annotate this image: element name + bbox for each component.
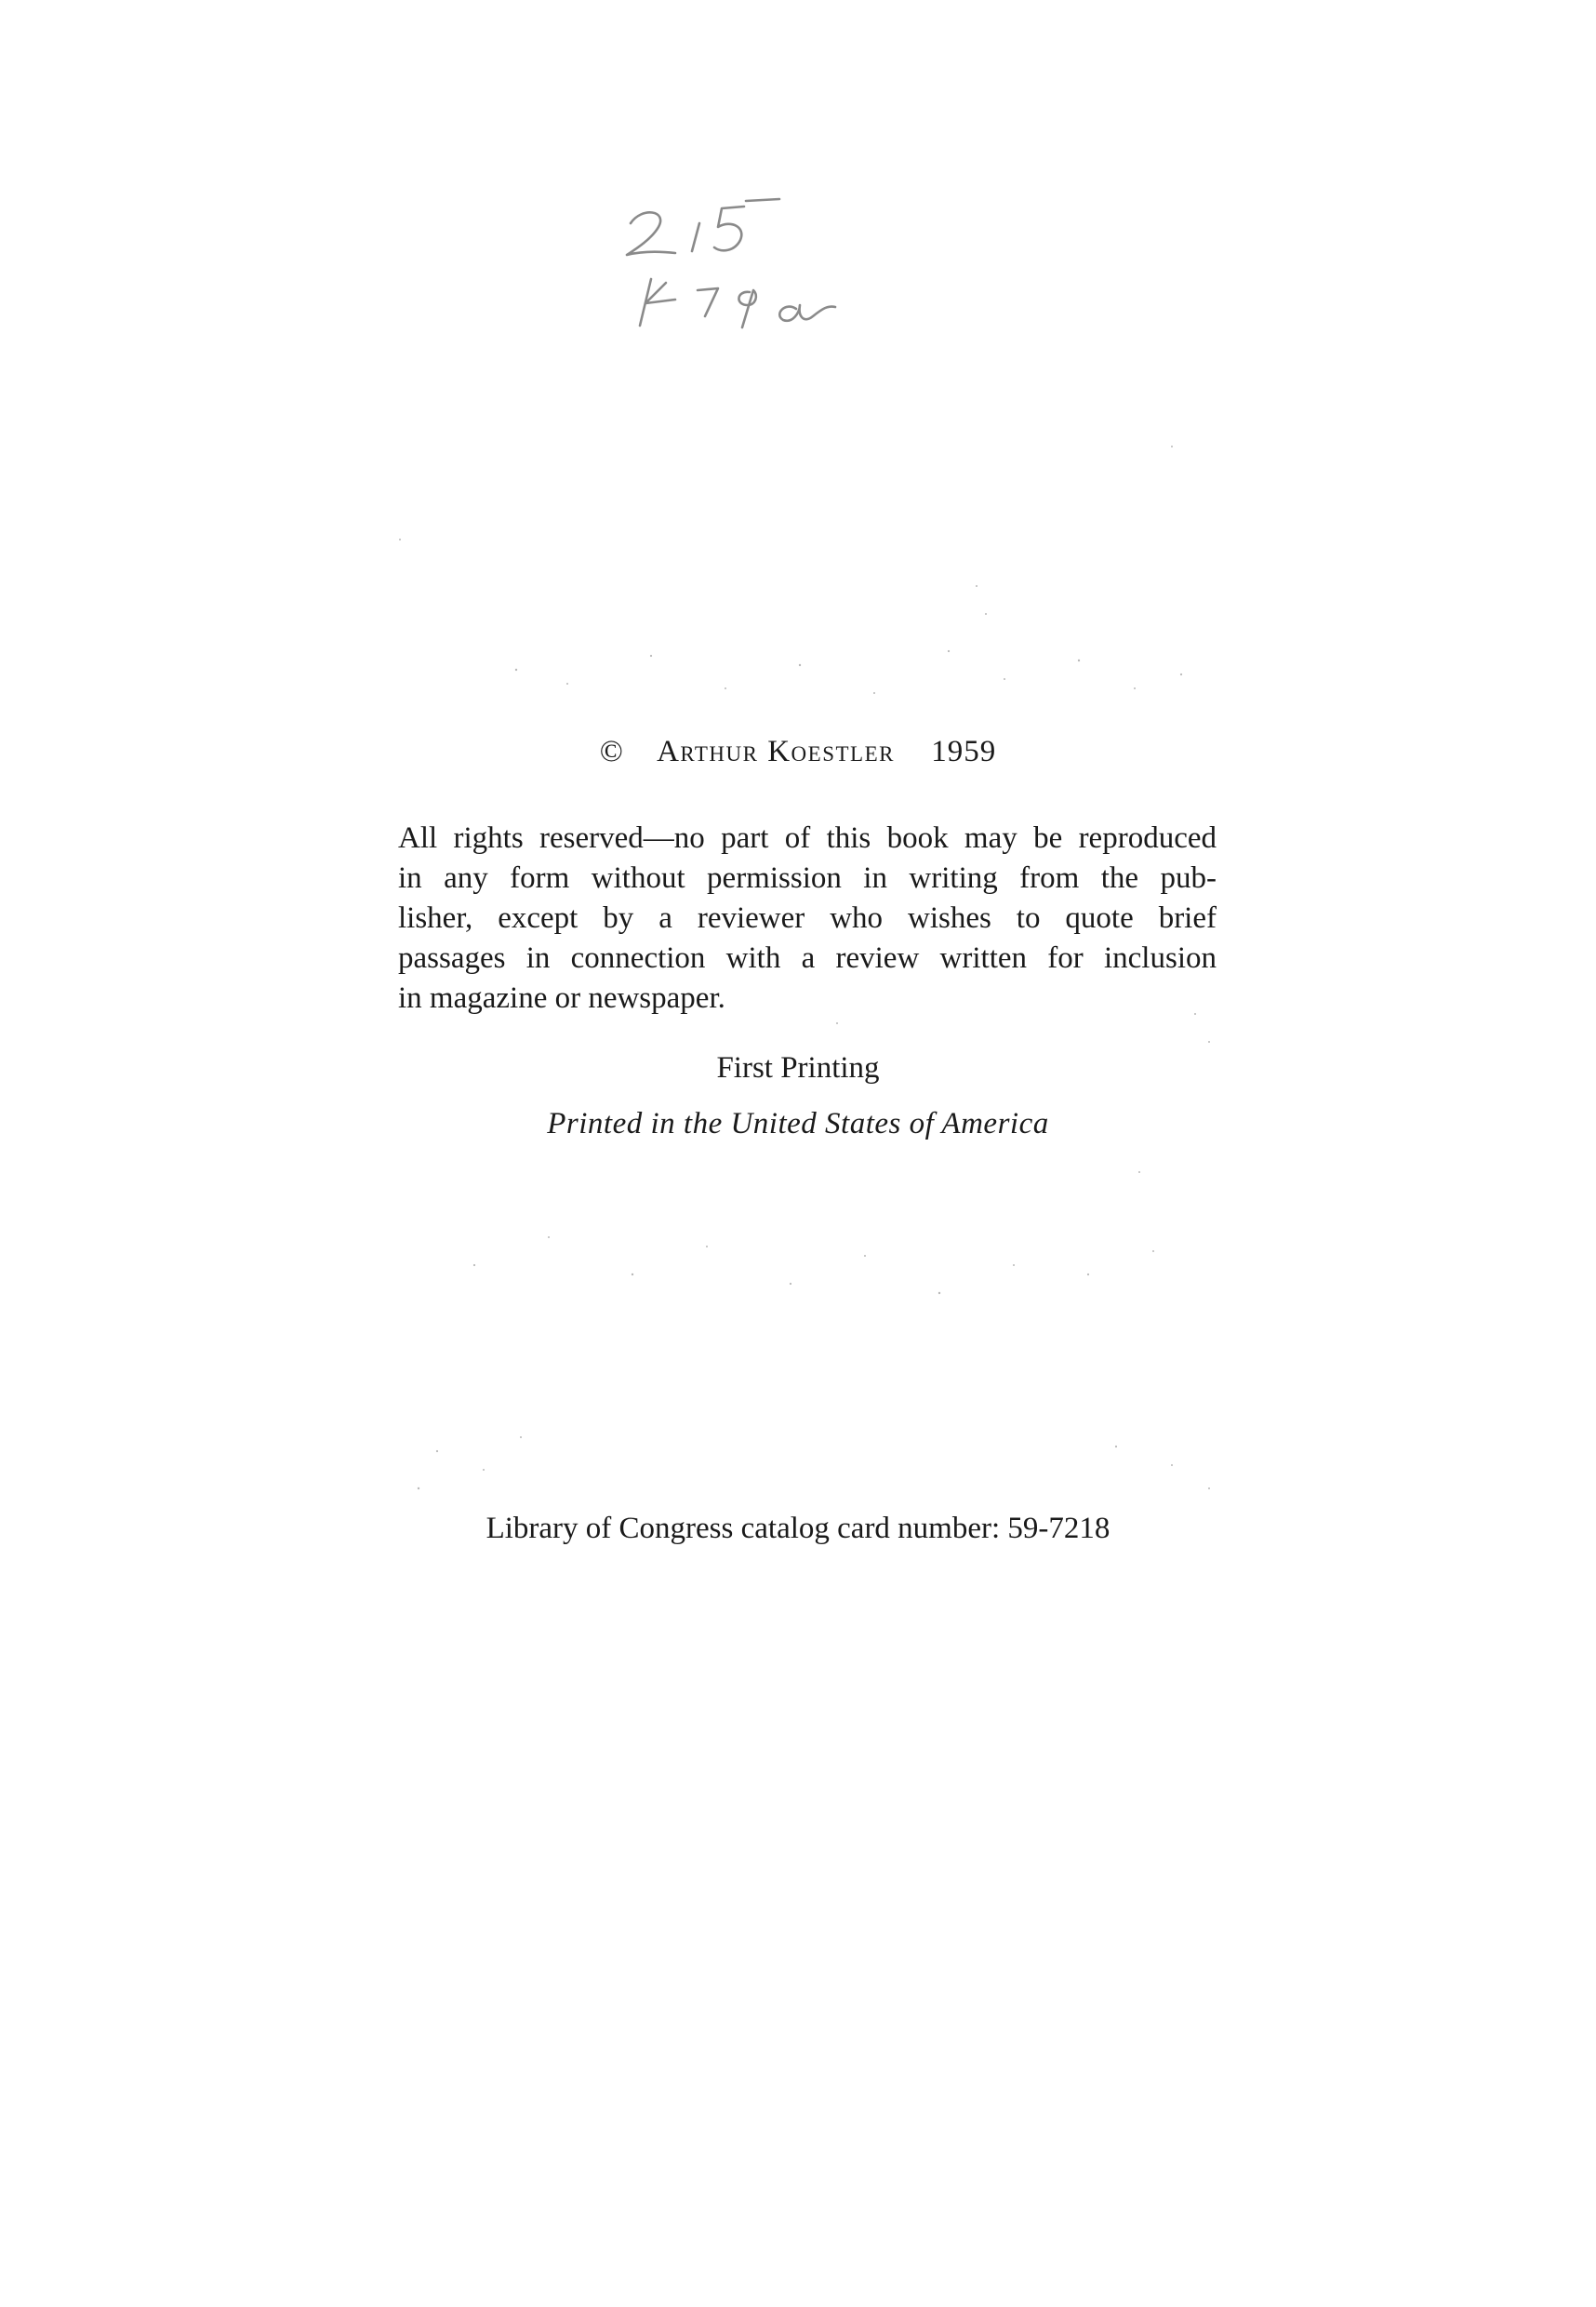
rights-line: in magazine or newspaper. [398,981,725,1015]
rights-line: All rights reserved—no part of this book may be reproduced [398,821,1217,855]
handwritten-call-number-drawing [614,186,893,353]
rights-line: lisher, except by a reviewer who wishes to quote brief [398,901,1217,935]
library-of-congress-catalog-number: Library of Congress catalog card number: 59-7218 [485,1512,1111,1545]
rights-line: passages in connection with a review written for inclusion [398,941,1217,975]
printing-edition: First Printing [716,1051,880,1085]
printed-in-country: Printed in the United States of America [547,1107,1049,1140]
rights-line: in any form without permission in writing from the pub- [398,861,1217,895]
copyright-symbol: © [599,735,624,768]
copyright-notice [0,735,1596,769]
rights-reserved-statement [398,819,1217,1019]
handwritten-call-number [614,186,893,353]
copyright-year: 1959 [931,735,997,768]
copyright-author: Arthur Koestler [657,735,895,768]
